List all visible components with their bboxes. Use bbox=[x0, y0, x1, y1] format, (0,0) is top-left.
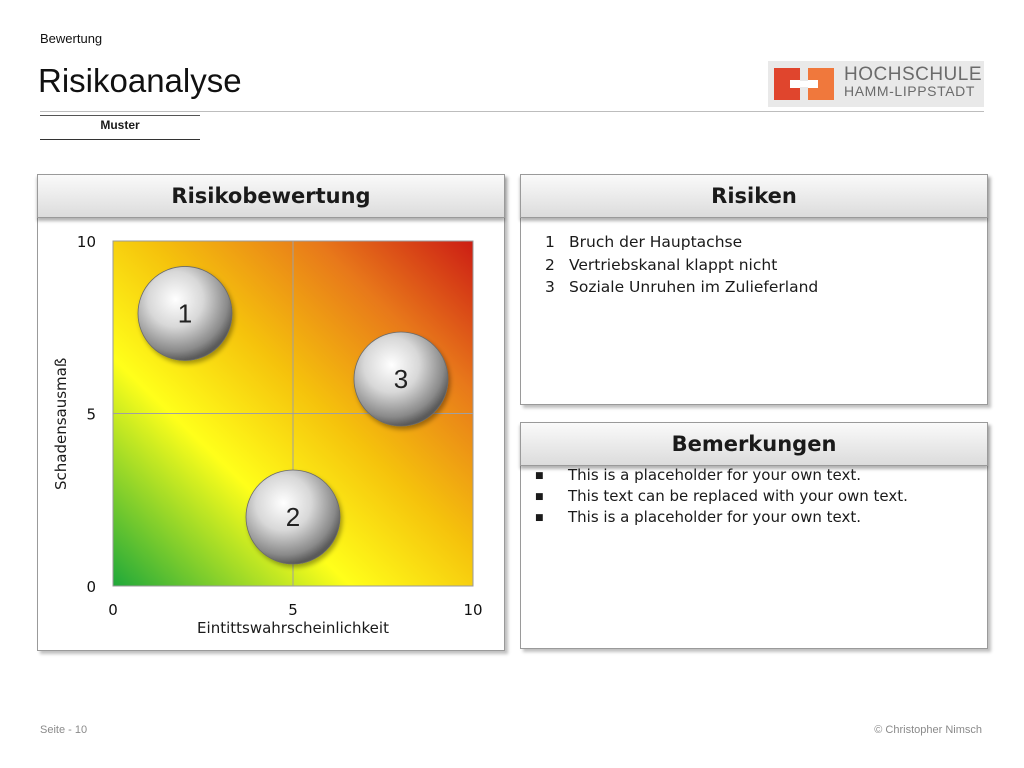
x-tick-label: 10 bbox=[463, 601, 483, 619]
risk-number: 3 bbox=[545, 278, 555, 296]
remark-text: This text can be replaced with your own text. bbox=[568, 487, 908, 505]
square-bullet-icon: ■ bbox=[535, 513, 544, 523]
muster-tag: Muster bbox=[40, 115, 200, 140]
logo-line-1: HOCHSCHULE bbox=[844, 64, 983, 85]
risk-text: Vertriebskanal klappt nicht bbox=[569, 255, 778, 274]
risk-number: 2 bbox=[545, 255, 555, 274]
x-tick-label: 0 bbox=[108, 601, 118, 619]
y-tick-label: 10 bbox=[76, 233, 96, 251]
remarks-panel-title: Bemerkungen bbox=[520, 422, 988, 466]
risk-number: 1 bbox=[545, 233, 555, 251]
square-bullet-icon: ■ bbox=[535, 492, 544, 502]
page-title: Risikoanalyse bbox=[38, 62, 242, 99]
y-axis-title: Schadensausmaß bbox=[52, 357, 70, 490]
remark-text: This is a placeholder for your own text. bbox=[568, 508, 862, 526]
risk-point-label: 2 bbox=[285, 502, 301, 532]
risk-point-label: 1 bbox=[177, 298, 193, 329]
x-tick-label: 5 bbox=[288, 601, 298, 619]
risk-text: Bruch der Hauptachse bbox=[569, 233, 743, 251]
page-number: Seite - 10 bbox=[40, 724, 88, 736]
y-tick-label: 5 bbox=[86, 405, 96, 424]
square-bullet-icon: ■ bbox=[535, 471, 544, 481]
logo-line-2: HAMM-LIPPSTADT bbox=[844, 83, 976, 99]
x-axis-title: Eintittswahrscheinlichkeit bbox=[197, 619, 389, 637]
risk-point-label: 3 bbox=[393, 364, 409, 394]
risk-text: Soziale Unruhen im Zulieferland bbox=[569, 278, 819, 296]
risk-assessment-panel-title: Risikobewertung bbox=[37, 174, 505, 218]
remark-text: This is a placeholder for your own text. bbox=[568, 466, 862, 484]
section-label: Bewertung bbox=[40, 31, 103, 46]
y-tick-label: 0 bbox=[86, 578, 96, 596]
risks-panel-title: Risiken bbox=[520, 174, 988, 218]
copyright: © Christopher Nimsch bbox=[874, 724, 982, 736]
